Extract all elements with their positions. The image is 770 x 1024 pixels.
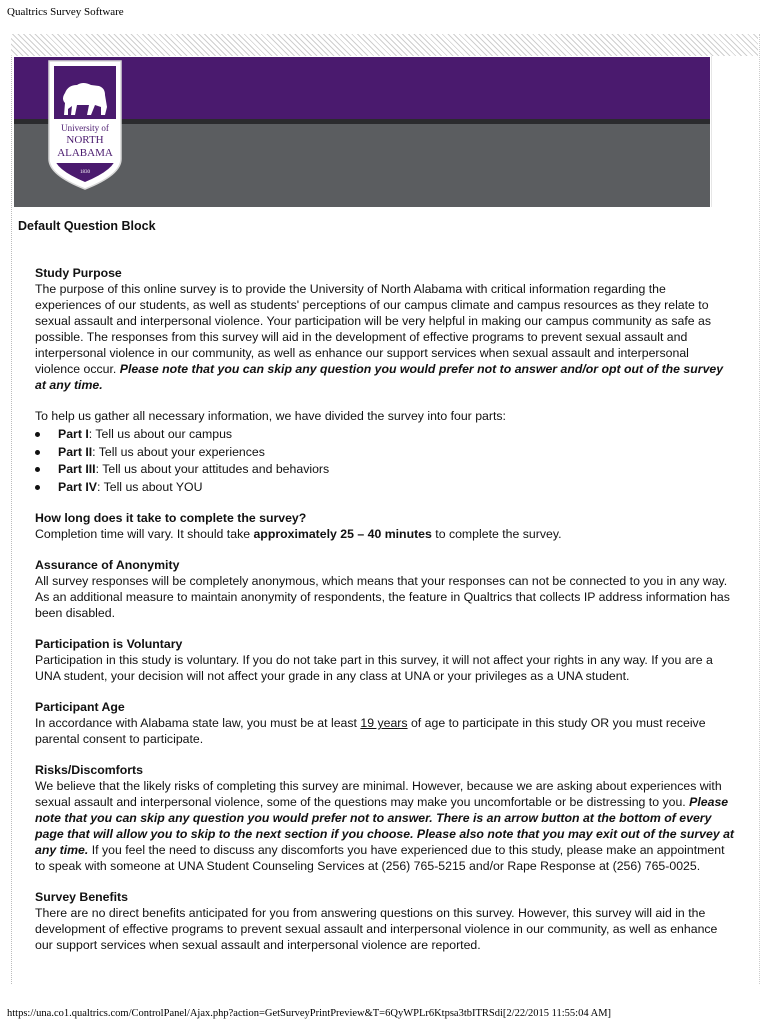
logo-text-alabama: ALABAMA xyxy=(57,147,113,159)
parts-list xyxy=(35,426,735,496)
heading-age: Participant Age xyxy=(35,700,125,714)
part-text: : Tell us about your experiences xyxy=(92,444,265,459)
section-duration xyxy=(35,510,735,542)
study-purpose-emphasis: Please note that you can skip any question you would prefer not to answer and/or opt out of the survey at any time. xyxy=(35,362,724,392)
banner-right-rail xyxy=(711,56,759,207)
bullet-icon xyxy=(35,467,40,472)
consent-content xyxy=(35,265,735,968)
duration-post: to complete the survey. xyxy=(431,527,562,541)
age-post: of age to participate in this study OR you must receive parental consent to participate. xyxy=(35,716,706,746)
study-purpose-body: The purpose of this online survey is to provide the University of North Alabama with critical information regarding the experiences of our students, as well as students' perceptions of our campus climate and campus resources as they relate to sexual assault and interpersonal violence. Your participation will be very helpful in making our campus community as safe as possible. The responses from this survey will aid in the development of effective programs to prevent sexual assault and interpersonal violence in our community, as well as enhance our support services when sexual assault and interpersonal violence occur. xyxy=(35,282,712,376)
part-label: Part III xyxy=(58,462,96,476)
bullet-icon xyxy=(35,450,40,455)
bullet-icon xyxy=(35,432,40,437)
anonymity-body: All survey responses will be completely anonymous, which means that your responses can not be connected to you in any way. As an additional measure to maintain anonymity of respondents, the feature in Qualtrics that collects IP address information has been disabled. xyxy=(35,574,730,620)
section-benefits xyxy=(35,889,735,953)
section-parts xyxy=(35,408,735,496)
risks-pre: We believe that the likely risks of completing this survey are minimal. However, because we are asking about experiences with sexual assault and interpersonal violence, some of the questions may make you uncomfortable or be distressing to you. xyxy=(35,779,722,809)
section-age xyxy=(35,699,735,747)
risks-emphasis: Please note that you can skip any question you would prefer not to answer. There is an arrow button at the bottom of every page that will allow you to skip to the next section if you choose. Please also note that you may exit out of the survey at any time. xyxy=(35,795,735,857)
part-text: : Tell us about our campus xyxy=(88,427,233,441)
section-risks xyxy=(35,762,735,874)
section-anonymity xyxy=(35,557,735,621)
list-item xyxy=(35,479,735,497)
heading-study-purpose: Study Purpose xyxy=(35,266,122,280)
section-study-purpose xyxy=(35,265,735,393)
heading-voluntary: Participation is Voluntary xyxy=(35,637,183,651)
part-label: Part II xyxy=(58,444,93,459)
heading-risks: Risks/Discomforts xyxy=(35,763,143,777)
age-text xyxy=(35,715,735,747)
block-title: Default Question Block xyxy=(18,219,156,233)
section-voluntary xyxy=(35,636,735,684)
logo-text-university: University of xyxy=(61,123,109,133)
heading-benefits: Survey Benefits xyxy=(35,890,128,904)
parts-intro: To help us gather all necessary information, we have divided the survey into four parts: xyxy=(35,409,506,423)
logo-text-year: 1830 xyxy=(80,170,90,175)
voluntary-body: Participation in this study is voluntary. If you do not take part in this survey, it will not affect your rights in any way. If you are a UNA student, your decision will not affect your grade in any class at UNA or your privileges as a UNA student. xyxy=(35,653,713,683)
heading-anonymity: Assurance of Anonymity xyxy=(35,558,180,572)
print-footer-url: https://una.co1.qualtrics.com/ControlPanel/Ajax.php?action=GetSurveyPrintPreview&T=6QyWPLr6Ktpsa3tbITRSdi[2/22/2015 11:55:04 AM] xyxy=(7,1008,612,1019)
risks-post: If you feel the need to discuss any discomforts you have experienced due to this study, please make an appointment to speak with someone at UNA Student Counseling Services at (256) 765-5215 and/or Rape Response at (256) 765-0025. xyxy=(35,843,725,873)
duration-pre: Completion time will vary. It should take xyxy=(35,527,254,541)
age-pre: In accordance with Alabama state law, you must be at least xyxy=(35,716,361,730)
benefits-body: There are no direct benefits anticipated for you from answering questions on this survey. However, this survey will aid in the development of effective programs to prevent sexual assault and interpersonal violence in our community, as well as enhance our support services when sexual assault and interpersonal violence are reported. xyxy=(35,906,718,952)
part-text: : Tell us about your attitudes and behaviors xyxy=(95,462,330,476)
bullet-icon xyxy=(35,485,40,490)
survey-banner xyxy=(14,57,710,207)
una-shield-logo xyxy=(47,59,123,191)
duration-text xyxy=(35,526,735,542)
list-item xyxy=(35,426,735,444)
duration-bold: approximately 25 – 40 minutes xyxy=(253,527,432,541)
part-label: Part I xyxy=(58,427,89,441)
part-text: : Tell us about YOU xyxy=(96,479,203,494)
logo-text-north: NORTH xyxy=(66,134,104,146)
study-purpose-text xyxy=(35,281,735,393)
part-label: Part IV xyxy=(58,479,97,494)
age-underlined: 19 years xyxy=(360,716,408,730)
print-header-title: Qualtrics Survey Software xyxy=(7,6,124,18)
list-item xyxy=(35,461,735,479)
heading-duration: How long does it take to complete the survey? xyxy=(35,511,307,525)
list-item xyxy=(35,444,735,462)
header-hatch-strip xyxy=(11,34,758,56)
risks-text xyxy=(35,778,735,874)
